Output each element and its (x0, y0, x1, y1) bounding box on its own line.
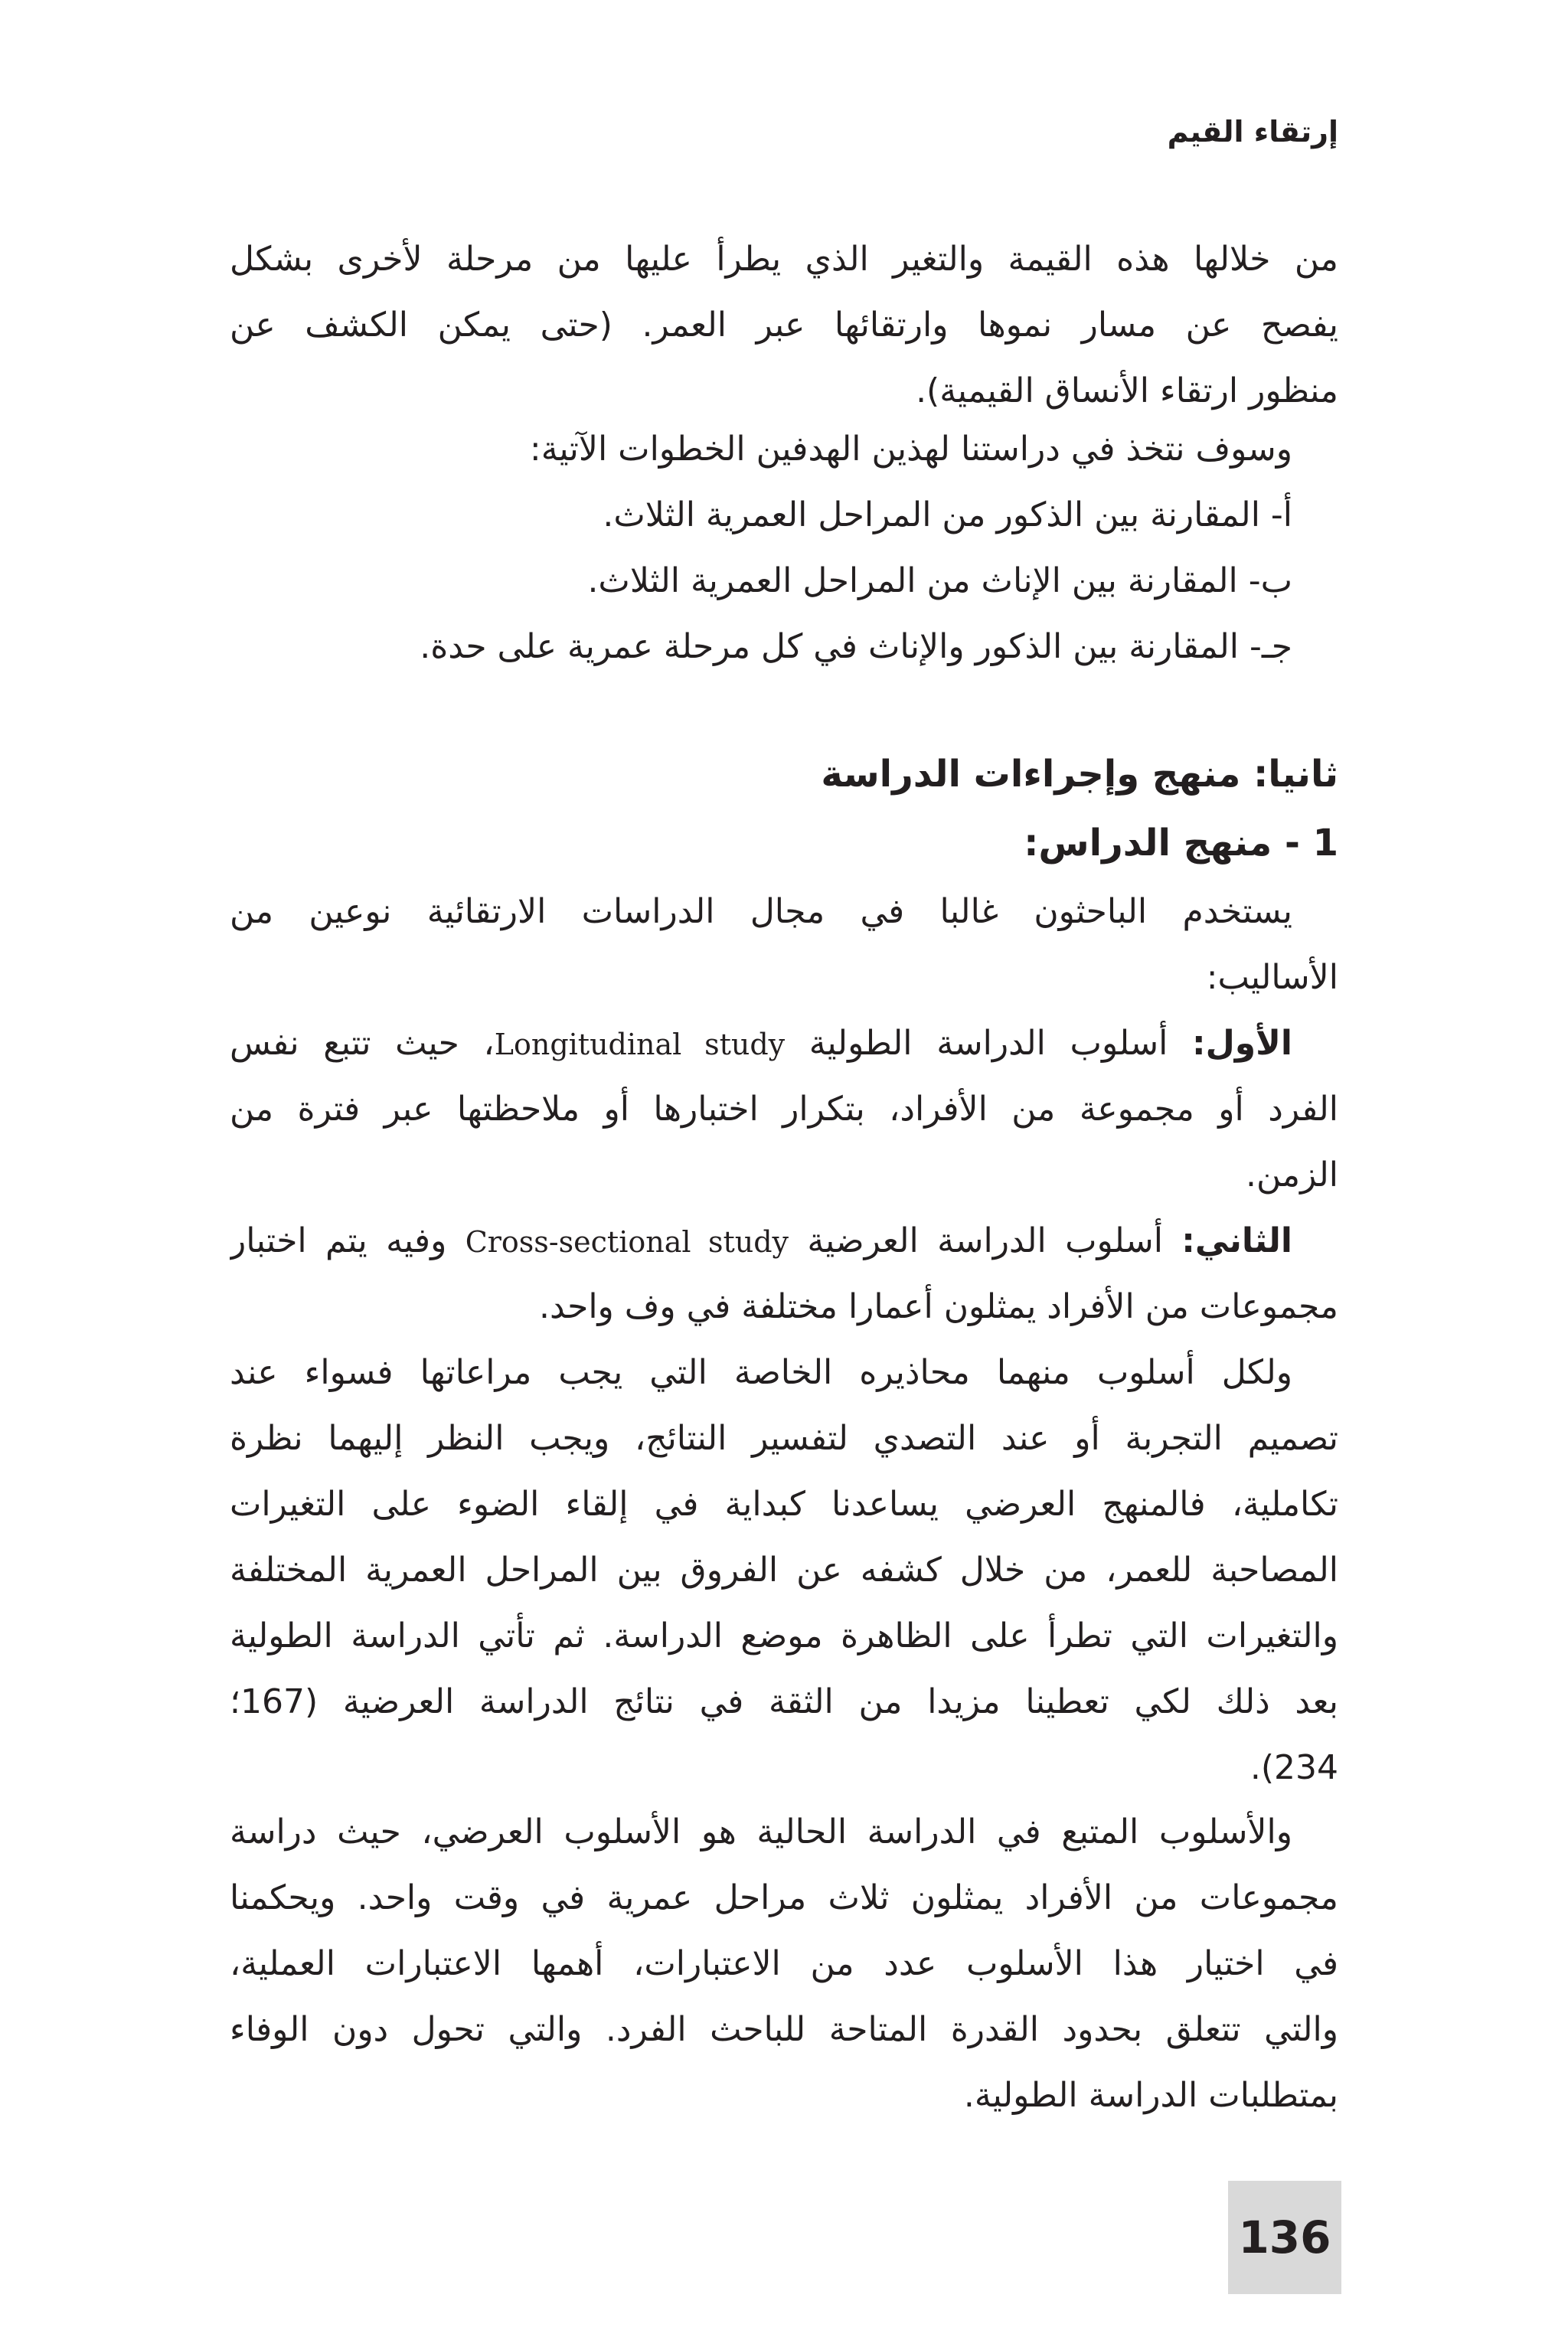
first-method-label: الأول: (1192, 1024, 1292, 1063)
section-headings (230, 740, 1338, 878)
second-method-paragraph (230, 1208, 1338, 1340)
text-line: مجموعات من الأفراد يمثلون أعمارا مختلفة في وف واحد. (539, 1287, 1338, 1326)
text-line: ولكل أسلوب منهما محاذيره الخاصة التي يجب مراعاتها فسواء عند (230, 1353, 1292, 1392)
second-method-label: الثاني: (1181, 1221, 1293, 1260)
first-method-text-b: ، حيث تتبع نفس (230, 1024, 495, 1063)
step-item: جـ- المقارنة بين الذكور والإناث في كل مرحلة عمرية على حدة. (420, 627, 1292, 666)
longitudinal-term: Longitudinal study (494, 1028, 786, 1061)
intro-paragraph (230, 227, 1338, 424)
page-number: 136 (1238, 2211, 1331, 2263)
section-heading: ثانيا: منهج وإجراءات الدراسة (821, 753, 1338, 796)
first-method-paragraph (230, 1011, 1338, 1208)
text-line: يستخدم الباحثون غالبا في مجال الدراسات الارتقائية نوعين من (230, 892, 1292, 931)
steps-intro: وسوف نتخذ في دراستنا لهذين الهدفين الخطوات الآتية: (529, 430, 1292, 469)
text-line: الأساليب: (1206, 958, 1338, 997)
text-line: يفصح عن مسار نموها وارتقائها عبر العمر. (حتى يمكن الكشف عن (230, 306, 1338, 345)
text-line: منظور ارتقاء الأنساق القيمية). (916, 371, 1338, 410)
running-header: إرتقاء القيم (1167, 115, 1338, 149)
steps-list (230, 417, 1338, 680)
second-method-text-a: أسلوب الدراسة العرضية (789, 1221, 1182, 1260)
step-item: ب- المقارنة بين الإناث من المراحل العمرية الثلاث. (587, 561, 1292, 600)
text-line: والتي تتعلق بحدود القدرة المتاحة للباحث الفرد. والتي تحول دون الوفاء (230, 2010, 1338, 2049)
text-line: الزمن. (1246, 1155, 1338, 1195)
text-line: مجموعات من الأفراد يمثلون ثلاث مراحل عمرية في وقت واحد. ويحكمنا (230, 1878, 1338, 1917)
text-line: والأسلوب المتبع في الدراسة الحالية هو الأسلوب العرضي، حيث دراسة (230, 1812, 1292, 1852)
text-line: بمتطلبات الدراسة الطولية. (963, 2076, 1338, 2115)
text-line: تكاملية، فالمنهج العرضي يساعدنا كبداية في إلقاء الضوء على التغيرات (230, 1485, 1338, 1524)
subsection-heading: 1 - منهج الدراس: (1024, 822, 1338, 864)
caveats-paragraph (230, 1340, 1338, 1801)
text-line: تصميم التجربة أو عند التصدي لتفسير النتائج، ويجب النظر إليهما نظرة (230, 1419, 1338, 1458)
text-line: والتغيرات التي تطرأ على الظاهرة موضع الدراسة. ثم تأتي الدراسة الطولية (230, 1616, 1338, 1655)
current-method-paragraph (230, 1799, 1338, 2129)
text-line: بعد ذلك لكي تعطينا مزيدا من الثقة في نتائج الدراسة العرضية (167؛ (230, 1682, 1338, 1721)
text-line: المصاحبة للعمر، من خلال كشفه عن الفروق بين المراحل العمرية المختلفة (230, 1551, 1338, 1590)
methods-intro-paragraph (230, 879, 1338, 1011)
cross-sectional-term: Cross-sectional study (465, 1225, 789, 1259)
first-method-text-a: أسلوب الدراسة الطولية (785, 1024, 1193, 1063)
text-line (230, 1208, 1338, 1274)
second-method-text-b: وفيه يتم اختبار (230, 1221, 466, 1260)
step-item: أ- المقارنة بين الذكور من المراحل العمرية الثلاث. (603, 495, 1292, 534)
text-line: الفرد أو مجموعة من الأفراد، بتكرار اختبارها أو ملاحظتها عبر فترة من (230, 1090, 1338, 1129)
text-line (230, 1011, 1338, 1077)
text-line: في اختيار هذا الأسلوب عدد من الاعتبارات، أهمها الاعتبارات العملية، (230, 1944, 1338, 1983)
text-line: 234). (1250, 1748, 1338, 1787)
text-line: من خلالها هذه القيمة والتغير الذي يطرأ عليها من مرحلة لأخرى بشكل (230, 240, 1338, 279)
page-number-box (1228, 2181, 1341, 2294)
